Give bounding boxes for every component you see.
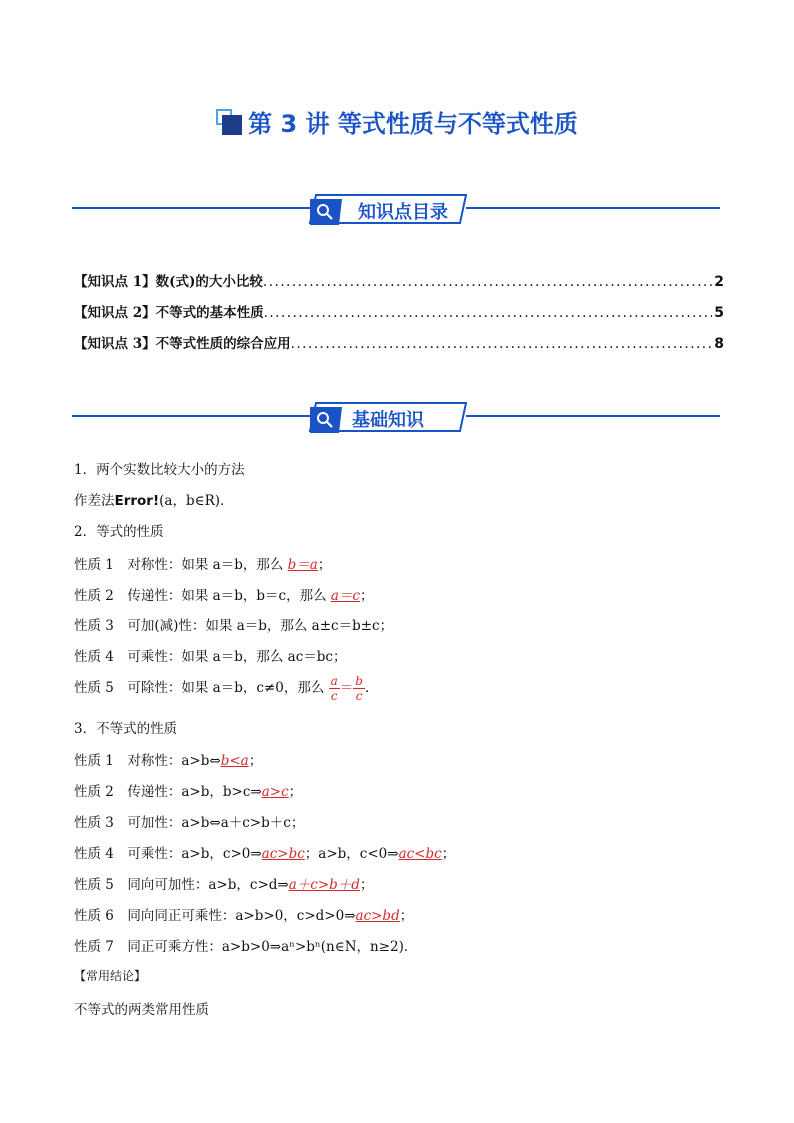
toc-leader-dots (291, 336, 713, 352)
toc-entry-label: 【知识点 3】不等式性质的综合应用 (74, 336, 291, 352)
ineq-property-5 (74, 873, 373, 893)
property-text: 性质 3 可加性：a>b⇔a＋c>b＋c； (74, 815, 305, 831)
common-conclusion-text: 不等式的两类常用性质 (74, 1002, 209, 1018)
eq-property-5 (74, 674, 378, 703)
basic-banner-label: 基础知识 (352, 410, 424, 431)
answer-blank: a＝c (330, 588, 360, 604)
property-text: 性质 1 对称性：如果 a＝b，那么 (74, 557, 288, 573)
property-text: 性质 2 传递性：如果 a＝b，b＝c，那么 (74, 588, 331, 604)
answer-blank: a＋c>b＋d (288, 877, 360, 893)
toc-leader-dots (264, 305, 713, 321)
toc-entry-1[interactable] (74, 270, 724, 290)
toc-entry-label: 【知识点 1】数(式)的大小比较 (74, 274, 263, 290)
method-label: 作差法 (74, 493, 115, 509)
section-1-heading: 1．两个实数比较大小的方法 (74, 462, 245, 478)
section-3-heading: 3．不等式的性质 (74, 721, 178, 737)
property-text: 性质 4 可乘性：a>b，c>0⇒ (74, 846, 262, 862)
ineq-property-1 (74, 749, 262, 769)
method-domain: (a，b∈R)． (159, 493, 234, 509)
answer-blank: b＝a (287, 557, 318, 573)
property-tail: ； (441, 846, 456, 862)
answer-blank: b<a (220, 753, 249, 769)
toc-leader-dots (263, 274, 712, 290)
fraction-equals: ＝ (339, 680, 354, 696)
ineq-property-6 (74, 904, 413, 924)
property-text: 性质 2 传递性：a>b，b>c⇒ (74, 784, 262, 800)
common-conclusion-label: 【常用结论】 (74, 969, 147, 983)
property-text: 性质 6 同向同正可乘性：a>b>0，c>d>0⇒ (74, 908, 356, 924)
property-tail: ； (399, 908, 414, 924)
eq-property-2 (74, 584, 373, 604)
ineq-property-7 (74, 935, 417, 955)
toc-banner-label: 知识点目录 (358, 202, 448, 223)
property-tail: ； (359, 588, 374, 604)
title-square-icon (216, 109, 242, 135)
eq-property-1 (74, 553, 331, 573)
ineq-property-4 (74, 842, 455, 862)
property-tail: ； (317, 557, 332, 573)
property-tail: ；a>b，c<0⇒ (304, 846, 399, 862)
property-tail: ． (364, 680, 379, 696)
answer-blank: a>c (261, 784, 289, 800)
property-text: 性质 1 对称性：a>b⇔ (74, 753, 221, 769)
answer-blank: ac<bc (398, 846, 442, 862)
page-title (0, 104, 794, 139)
toc-entry-2[interactable] (74, 301, 724, 321)
toc-entry-label: 【知识点 2】不等式的基本性质 (74, 305, 264, 321)
fraction-b-over-c: $\frac{b}{c}$ (355, 674, 363, 703)
property-text: 性质 5 同向可加性：a>b，c>d⇒ (74, 877, 289, 893)
eq-property-3 (74, 614, 393, 634)
fraction-a-over-c: $\frac{a}{c}$ (330, 674, 338, 703)
answer-blank: ac>bc (261, 846, 305, 862)
property-text: 性质 7 同正可乘方性：a>b>0⇒aⁿ>bⁿ(n∈N，n≥2)． (74, 939, 418, 955)
property-tail: ； (288, 784, 303, 800)
ineq-property-3 (74, 811, 304, 831)
property-tail: ； (248, 753, 263, 769)
answer-blank: ac>bd (355, 908, 400, 924)
page-title-text: 第 3 讲 等式性质与不等式性质 (248, 110, 578, 138)
property-text: 性质 3 可加(减)性：如果 a＝b，那么 a±c＝b±c； (74, 618, 394, 634)
property-tail: ； (359, 877, 374, 893)
toc-entry-page: 2 (714, 274, 724, 290)
section-2-heading: 2．等式的性质 (74, 524, 164, 540)
eq-property-4 (74, 645, 346, 665)
property-text: 性质 5 可除性：如果 a＝b，c≠0，那么 (74, 680, 325, 696)
error-text: Error! (114, 493, 160, 509)
section-1-text (74, 489, 234, 509)
ineq-property-2 (74, 780, 302, 800)
toc-entry-page: 5 (714, 305, 724, 321)
toc-banner (0, 191, 794, 231)
property-text: 性质 4 可乘性：如果 a＝b，那么 ac＝bc； (74, 649, 347, 665)
basic-banner (0, 399, 794, 439)
toc-entry-page: 8 (714, 336, 724, 352)
toc-entry-3[interactable] (74, 332, 724, 352)
